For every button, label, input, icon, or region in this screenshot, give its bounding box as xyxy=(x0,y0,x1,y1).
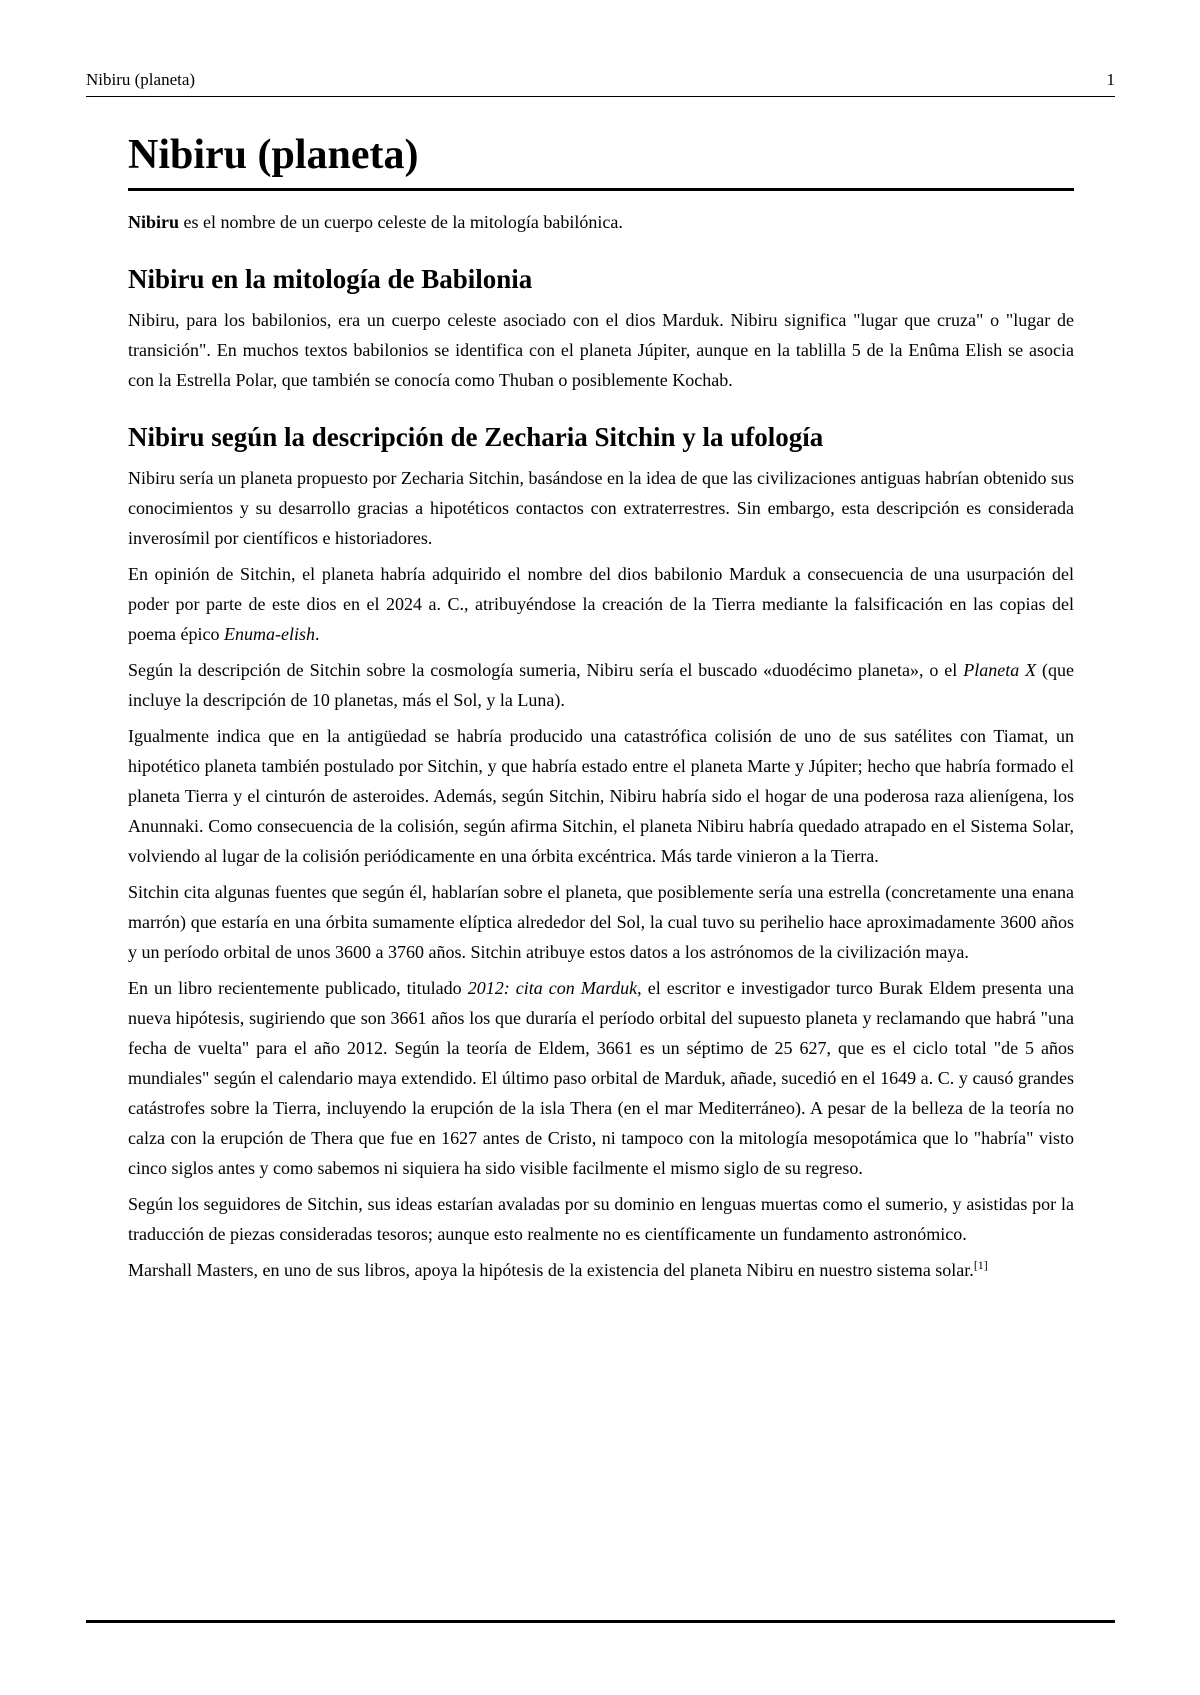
paragraph: Según los seguidores de Sitchin, sus ideas estarían avaladas por su dominio en lenguas muertas como el sumerio, y asistidas por la traducción de piezas consideradas tesoros; aunque esto realmente no es científicamente un fundamento astronómico. xyxy=(128,1193,1074,1244)
page-title: Nibiru (planeta) xyxy=(128,130,1074,191)
page-header xyxy=(86,70,1115,97)
intro-term: Nibiru xyxy=(128,212,180,233)
reference-link[interactable]: [1] xyxy=(973,1257,988,1272)
footer-rule xyxy=(86,1620,1115,1623)
intro-text: es el nombre de un cuerpo celeste de la mitología babilónica. xyxy=(179,212,623,233)
paragraph: Igualmente indica que en la antigüedad se habría producido una catastrófica colisión de uno de sus satélites con Tiamat, un hipotético planeta también postulado por Sitchin, y que habría estado entre el planeta Marte y Júpiter; hecho que habría formado el planeta Tierra y el cinturón de asteroides. Además, según Sitchin, Nibiru habría sido el hogar de una poderosa raza alienígena, los Anunnaki. Como consecuencia de la colisión, según afirma Sitchin, el planeta Nibiru habría quedado atrapado en el Sistema Solar, volviendo al lugar de la colisión periódicamente en una órbita excéntrica. Más tarde vinieron a la Tierra. xyxy=(128,725,1074,866)
section-heading-babilonia: Nibiru en la mitología de Babilonia xyxy=(128,264,533,295)
running-title: Nibiru (planeta) xyxy=(86,70,196,89)
section-heading-sitchin: Nibiru según la descripción de Zecharia Sitchin y la ufología xyxy=(128,422,824,453)
paragraph: Según la descripción de Sitchin sobre la cosmología sumeria, Nibiru sería el buscado «duodécimo planeta», o el Planeta X (que incluye la descripción de 10 planetas, más el Sol, y la Luna). xyxy=(128,659,1075,710)
paragraph: En opinión de Sitchin, el planeta habría adquirido el nombre del dios babilonio Marduk a consecuencia de una usurpación del poder por parte de este dios en el 2024 a. C., atribuyéndose la creación de la Tierra mediante la falsificación en las copias del poema épico Enuma-elish. xyxy=(128,563,1074,644)
paragraph: Nibiru sería un planeta propuesto por Zecharia Sitchin, basándose en la idea de que las civilizaciones antiguas habrían obtenido sus conocimientos y su desarrollo gracias a hipotéticos contactos con extraterrestres. Sin embargo, esta descripción es considerada inverosímil por científicos e historiadores. xyxy=(128,467,1074,548)
paragraph: Marshall Masters, en uno de sus libros, apoya la hipótesis de la existencia del planeta Nibiru en nuestro sistema solar.[1] xyxy=(128,1257,988,1280)
page-number: 1 xyxy=(1106,70,1115,89)
paragraph: En un libro recientemente publicado, titulado 2012: cita con Marduk, el escritor e investigador turco Burak Eldem presenta una nueva hipótesis, sugiriendo que son 3661 años los que duraría el período orbital del supuesto planeta y reclamando que habrá "una fecha de vuelta" para el año 2012. Según la teoría de Eldem, 3661 es un séptimo de 25 627, que es el ciclo total "de 5 años mundiales" según el calendario maya extendido. El último paso orbital de Marduk, añade, sucedió en el 1649 a. C. y causó grandes catástrofes sobre la Tierra, incluyendo la erupción de la isla Thera (en el mar Mediterráneo). A pesar de la belleza de la teoría no calza con la erupción de Thera que fue en 1627 antes de Cristo, ni tampoco con la mitología mesopotámica que lo "habría" visto cinco siglos antes y como sabemos ni siquiera ha sido visible facilmente el mismo siglo de su regreso. xyxy=(128,977,1074,1178)
italic-planeta-x: Planeta X xyxy=(963,659,1037,680)
italic-title-enuma-elish: Enuma-elish xyxy=(223,623,315,644)
article-body xyxy=(128,130,1074,1291)
intro-paragraph xyxy=(128,207,1074,237)
paragraph: Sitchin cita algunas fuentes que según él, hablarían sobre el planeta, que posiblemente sería una estrella (concretamente una enana marrón) que estaría en una órbita sumamente elíptica alrededor del Sol, la cual tuvo su perihelio hace aproximadamente 3600 años y un período orbital de unos 3600 a 3760 años. Sitchin atribuye estos datos a los astrónomos de la civilización maya. xyxy=(128,881,1074,962)
paragraph: Nibiru, para los babilonios, era un cuerpo celeste asociado con el dios Marduk. Nibiru significa "lugar que cruza" o "lugar de transición". En muchos textos babilonios se identifica con el planeta Júpiter, aunque en la tablilla 5 de la Enûma Elish se asocia con la Estrella Polar, que también se conocía como Thuban o posiblemente Kochab. xyxy=(128,310,1074,391)
italic-book-title: 2012: cita con Marduk xyxy=(467,977,638,998)
